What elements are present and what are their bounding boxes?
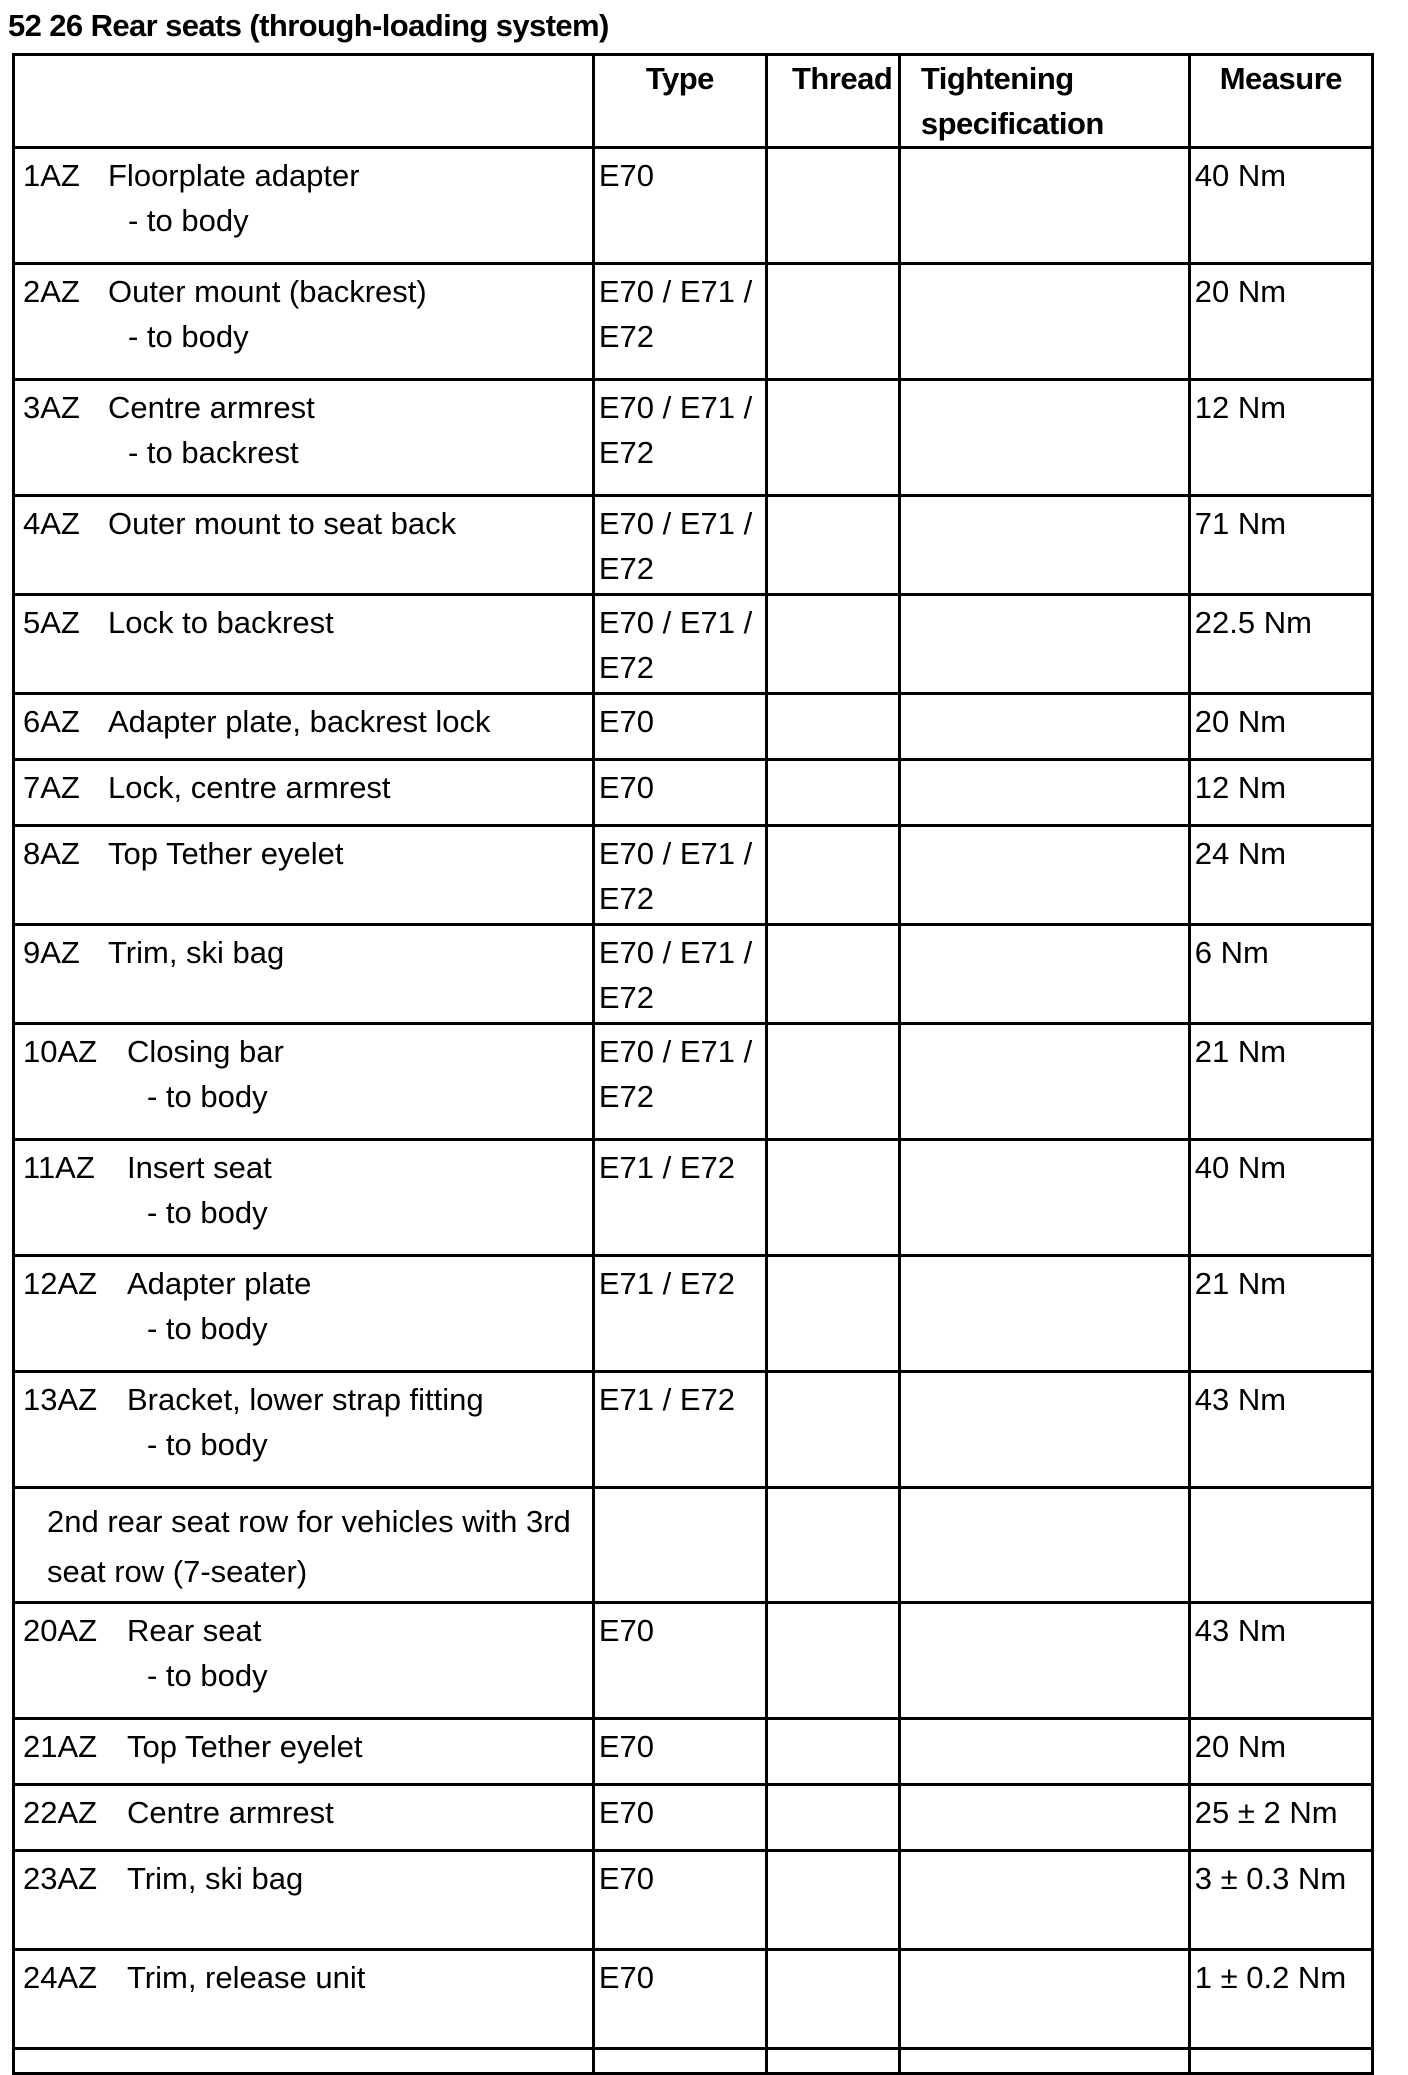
table-row [14,925,1373,1024]
item-thread [766,1785,899,1851]
item-code: 3AZ [23,390,80,425]
item-description: Lock to backrest [108,605,334,640]
item-description: Trim, ski bag [127,1861,304,1896]
item-measure: 21 Nm [1189,1024,1372,1140]
item-cell [14,1950,594,2049]
item-description: Trim, release unit [127,1960,366,1995]
item-description: Top Tether eyelet [127,1729,363,1764]
item-thread [766,1719,899,1785]
item-code: 4AZ [23,506,80,541]
item-measure: 71 Nm [1189,496,1372,595]
item-measure: 21 Nm [1189,1256,1372,1372]
item-cell [14,1140,594,1256]
item-type: E70 / E71 / E72 [593,380,766,496]
table-row [14,760,1373,826]
item-code: 23AZ [23,1861,98,1896]
item-sub-description: - to body [147,1658,268,1693]
item-type: E70 [593,148,766,264]
item-code: 9AZ [23,935,80,970]
item-description: Adapter plate [127,1266,312,1301]
item-cell [14,264,594,380]
item-tightening [899,1372,1189,1488]
item-code: 2AZ [23,274,80,309]
item-thread [766,1256,899,1372]
header-measure: Measure [1189,55,1372,148]
group-section [14,1488,1373,1603]
spec-rows [14,148,1373,1488]
item-cell [14,1372,594,1488]
item-measure: 20 Nm [1189,264,1372,380]
torque-spec-table [12,53,1374,2075]
header-tightening-specification: Tightening specification [899,55,1189,148]
item-description: Insert seat [127,1150,272,1185]
item-sub-description: - to body [147,1079,268,1114]
item-measure: 25 ± 2 Nm [1189,1785,1372,1851]
group-heading-row [14,1488,1373,1603]
item-measure: 40 Nm [1189,148,1372,264]
spec-rows-7-seater [14,1603,1373,2049]
item-type: E70 [593,1851,766,1950]
item-code: 12AZ [23,1266,98,1301]
item-measure: 12 Nm [1189,760,1372,826]
table-row [14,1851,1373,1950]
table-row-partial [14,2049,1373,2074]
item-tightening [899,264,1189,380]
table-row [14,148,1373,264]
item-sub-description: - to body [147,1195,268,1230]
table-row [14,1256,1373,1372]
item-cell [14,826,594,925]
item-code: 24AZ [23,1960,98,1995]
item-tightening [899,925,1189,1024]
item-cell [14,1719,594,1785]
item-tightening [899,1719,1189,1785]
group-heading: 2nd rear seat row for vehicles with 3rd seat row (7-seater) [14,1488,594,1603]
item-description: Adapter plate, backrest lock [108,704,491,739]
item-cell [14,1785,594,1851]
item-type: E70 / E71 / E72 [593,826,766,925]
item-code: 8AZ [23,836,80,871]
item-sub-description: - to body [147,1311,268,1346]
item-thread [766,1851,899,1950]
item-description: Rear seat [127,1613,262,1648]
item-code: 21AZ [23,1729,98,1764]
item-tightening [899,1603,1189,1719]
item-description: Floorplate adapter [108,158,360,193]
item-measure: 20 Nm [1189,1719,1372,1785]
page-title: 52 26 Rear seats (through-loading system) [8,8,609,43]
table-row [14,264,1373,380]
item-thread [766,1140,899,1256]
item-tightening [899,1785,1189,1851]
item-description: Centre armrest [108,390,315,425]
table-row [14,496,1373,595]
item-description: Trim, ski bag [108,935,285,970]
item-description: Lock, centre armrest [108,770,391,805]
item-type: E70 [593,1719,766,1785]
item-thread [766,1950,899,2049]
table-row [14,1140,1373,1256]
item-measure: 24 Nm [1189,826,1372,925]
item-measure: 20 Nm [1189,694,1372,760]
item-thread [766,1024,899,1140]
item-code: 20AZ [23,1613,98,1648]
item-cell [14,925,594,1024]
item-description: Centre armrest [127,1795,334,1830]
item-description: Outer mount to seat back [108,506,457,541]
item-tightening [899,1140,1189,1256]
header-thread: Thread [766,55,899,148]
item-tightening [899,595,1189,694]
item-cell [14,1256,594,1372]
table-row [14,1024,1373,1140]
item-description: Closing bar [127,1034,284,1069]
item-thread [766,694,899,760]
item-thread [766,760,899,826]
item-thread [766,380,899,496]
item-measure: 40 Nm [1189,1140,1372,1256]
item-description: Top Tether eyelet [108,836,344,871]
item-cell [14,1024,594,1140]
item-sub-description: - to body [128,203,249,238]
item-thread [766,1603,899,1719]
item-tightening [899,380,1189,496]
item-tightening [899,1851,1189,1950]
item-type: E71 / E72 [593,1140,766,1256]
table-row [14,380,1373,496]
item-type: E70 [593,760,766,826]
item-thread [766,925,899,1024]
header-description [14,55,594,148]
item-code: 10AZ [23,1034,98,1069]
item-thread [766,148,899,264]
item-measure: 3 ± 0.3 Nm [1189,1851,1372,1950]
item-cell [14,148,594,264]
item-type: E70 [593,1950,766,2049]
item-code: 11AZ [23,1150,95,1185]
table-row [14,1372,1373,1488]
item-tightening [899,1024,1189,1140]
item-cell [14,1603,594,1719]
table-row [14,1785,1373,1851]
header-type: Type [593,55,766,148]
item-type: E70 [593,694,766,760]
item-cell [14,496,594,595]
item-tightening [899,826,1189,925]
item-measure: 12 Nm [1189,380,1372,496]
item-tightening [899,1256,1189,1372]
item-code: 7AZ [23,770,80,805]
item-type: E70 / E71 / E72 [593,925,766,1024]
item-thread [766,264,899,380]
table-row [14,595,1373,694]
table-row [14,1603,1373,1719]
item-measure: 43 Nm [1189,1603,1372,1719]
item-type: E70 / E71 / E72 [593,1024,766,1140]
item-measure: 22.5 Nm [1189,595,1372,694]
item-sub-description: - to body [128,319,249,354]
item-code: 6AZ [23,704,80,739]
item-code: 1AZ [23,158,80,193]
item-tightening [899,1950,1189,2049]
table-row [14,1950,1373,2049]
item-measure: 6 Nm [1189,925,1372,1024]
item-type: E70 / E71 / E72 [593,264,766,380]
item-tightening [899,496,1189,595]
item-type: E71 / E72 [593,1256,766,1372]
item-type: E70 [593,1603,766,1719]
item-type: E70 / E71 / E72 [593,496,766,595]
item-thread [766,496,899,595]
table-row [14,694,1373,760]
item-code: 22AZ [23,1795,98,1830]
item-tightening [899,148,1189,264]
item-sub-description: - to backrest [128,435,299,470]
item-type: E70 [593,1785,766,1851]
table-row [14,826,1373,925]
item-sub-description: - to body [147,1427,268,1462]
item-type: E71 / E72 [593,1372,766,1488]
item-cell [14,760,594,826]
table-row [14,1719,1373,1785]
item-measure: 1 ± 0.2 Nm [1189,1950,1372,2049]
item-tightening [899,760,1189,826]
item-tightening [899,694,1189,760]
item-code: 13AZ [23,1382,98,1417]
item-description: Bracket, lower strap fitting [127,1382,484,1417]
table-header-row [14,55,1373,148]
item-cell [14,595,594,694]
item-cell [14,1851,594,1950]
item-thread [766,826,899,925]
item-cell [14,380,594,496]
item-type: E70 / E71 / E72 [593,595,766,694]
item-measure: 43 Nm [1189,1372,1372,1488]
item-description: Outer mount (backrest) [108,274,427,309]
item-cell [14,694,594,760]
item-thread [766,1372,899,1488]
item-code: 5AZ [23,605,80,640]
item-thread [766,595,899,694]
